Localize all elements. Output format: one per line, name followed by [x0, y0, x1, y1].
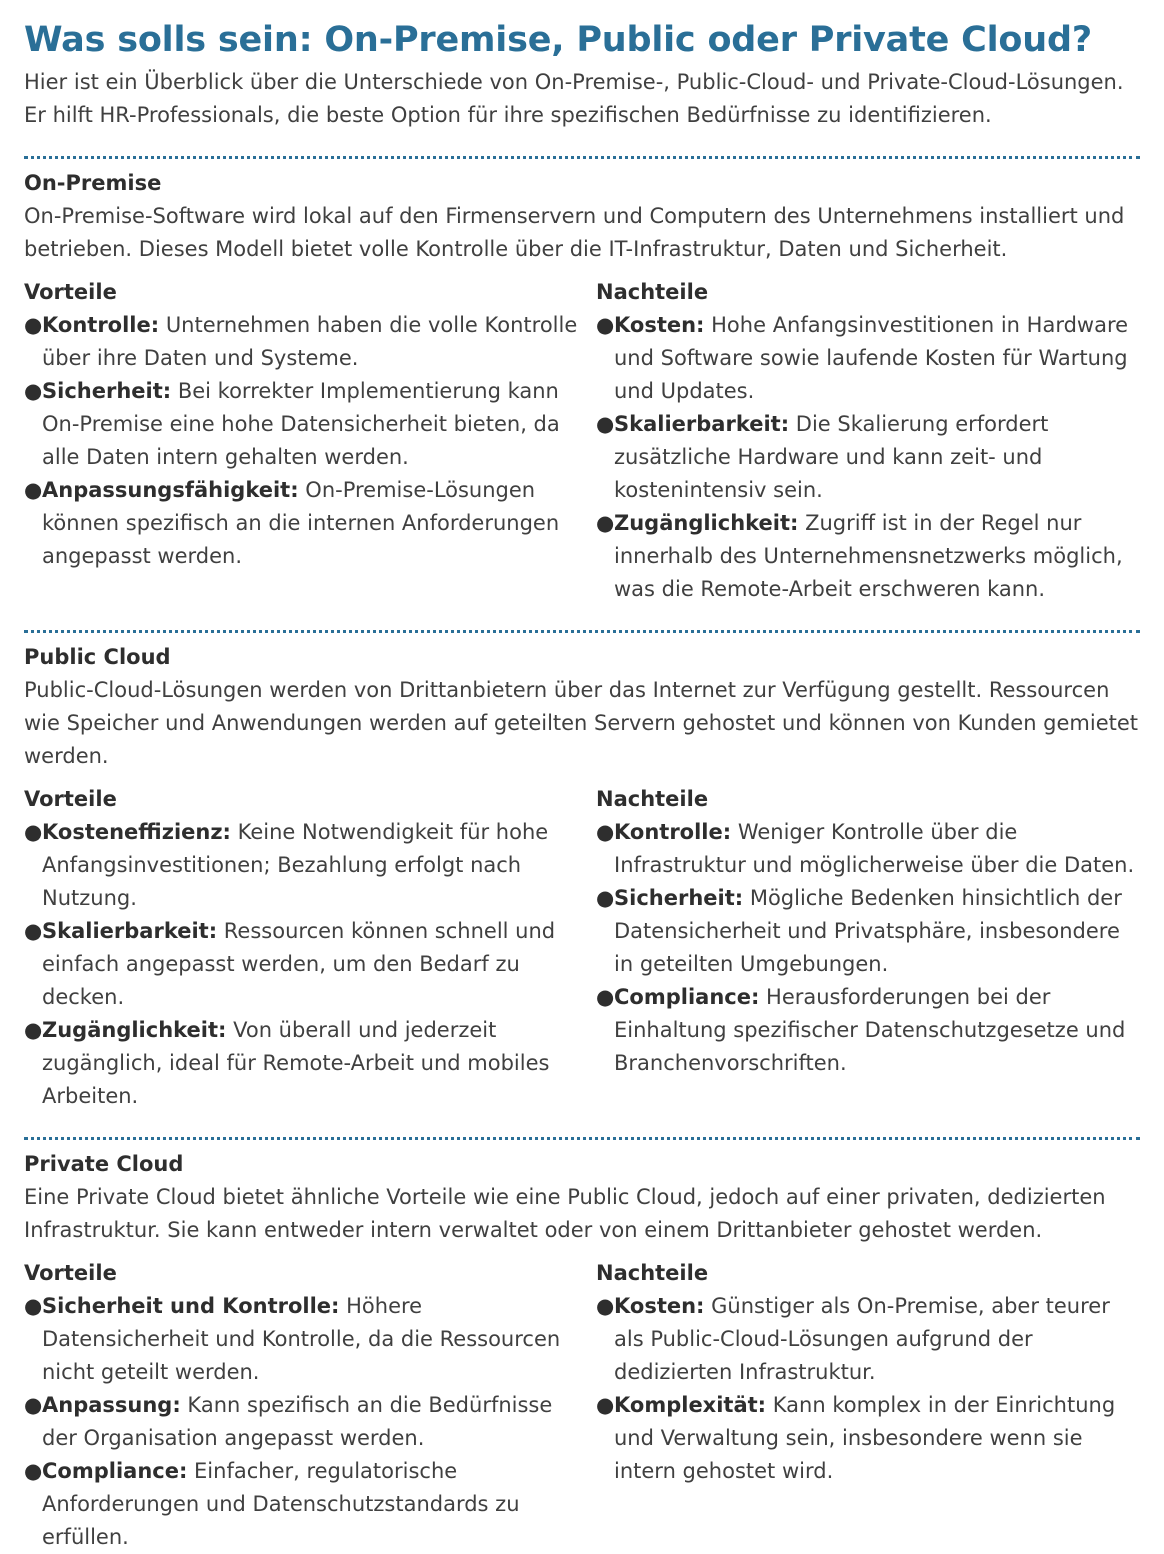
item-term: Kontrolle:	[614, 820, 732, 844]
item-term: Compliance:	[614, 985, 760, 1009]
section-heading: Public Cloud	[24, 645, 171, 669]
pros-list	[24, 816, 596, 1113]
bullet-icon: ●	[24, 313, 43, 337]
list-item	[596, 408, 1140, 507]
item-text: Ressourcen können schnell und einfach angepasst werden, um den Bedarf zu decken.	[42, 919, 556, 1009]
bullet-icon: ●	[596, 886, 615, 910]
list-item	[24, 1014, 596, 1113]
item-text: Die Skalierung erfordert zusätzliche Hardware und kann zeit- und kostenintensiv sein.	[614, 412, 1049, 502]
item-term: Zugänglichkeit:	[42, 1018, 227, 1042]
section-description: Public-Cloud-Lösungen werden von Drittanbietern über das Internet zur Verfügung gestellt. Ressourcen wie Speicher und Anwendungen werden auf geteilten Servern gehostet und können von Kunden gemietet werden.	[24, 678, 1139, 768]
item-term: Kosteneffizienz:	[42, 820, 231, 844]
list-item	[24, 1455, 596, 1554]
cons-list	[596, 1290, 1140, 1488]
item-text: Günstiger als On-Premise, aber teurer als Public-Cloud-Lösungen aufgrund der dedizierten Infrastruktur.	[614, 1294, 1110, 1384]
bullet-icon: ●	[596, 1294, 615, 1318]
item-term: Compliance:	[42, 1459, 188, 1483]
intro-text: Hier ist ein Überblick über die Unterschiede von On-Premise-, Public-Cloud- und Private-Cloud-Lösungen. Er hilft HR-Professionals, die beste Option für ihre spezifischen Bedürfnisse zu identifizieren.	[24, 70, 1124, 127]
list-item	[24, 474, 596, 573]
bullet-icon: ●	[596, 412, 615, 436]
pros-heading: Vorteile	[24, 1261, 117, 1285]
item-text: Herausforderungen bei der Einhaltung spezifischer Datenschutzgesetze und Branchenvorschriften.	[614, 985, 1126, 1075]
pros-column	[24, 783, 596, 1113]
bullet-icon: ●	[24, 1294, 43, 1318]
item-text: Einfacher, regulatorische Anforderungen und Datenschutzstandards zu erfüllen.	[42, 1459, 520, 1549]
section-heading: On-Premise	[24, 171, 162, 195]
cons-heading: Nachteile	[596, 1261, 709, 1285]
bullet-icon: ●	[24, 1393, 43, 1417]
item-term: Kosten:	[614, 313, 705, 337]
bullet-icon: ●	[24, 820, 43, 844]
cons-column	[596, 276, 1140, 606]
list-item	[24, 1290, 596, 1389]
section-heading: Private Cloud	[24, 1152, 184, 1176]
section-on-premise	[24, 167, 1140, 606]
bullet-icon: ●	[596, 313, 615, 337]
item-text: Unternehmen haben die volle Kontrolle über ihre Daten und Systeme.	[42, 313, 578, 370]
item-term: Skalierbarkeit:	[42, 919, 218, 943]
item-text: Kann spezifisch an die Bedürfnisse der Organisation angepasst werden.	[42, 1393, 553, 1450]
item-text: Höhere Datensicherheit und Kontrolle, da die Ressourcen nicht geteilt werden.	[42, 1294, 561, 1384]
cons-column	[596, 783, 1140, 1113]
item-term: Anpassungsfähigkeit:	[42, 478, 299, 502]
list-item	[24, 816, 596, 915]
section-divider	[24, 156, 1140, 159]
pros-cons-columns	[24, 276, 1140, 606]
item-text: Bei korrekter Implementierung kann On-Premise eine hohe Datensicherheit bieten, da alle Daten intern gehalten werden.	[42, 379, 560, 469]
list-item	[596, 1389, 1140, 1488]
item-text: Keine Notwendigkeit für hohe Anfangsinvestitionen; Bezahlung erfolgt nach Nutzung.	[42, 820, 549, 910]
item-text: Weniger Kontrolle über die Infrastruktur und möglicherweise über die Daten.	[614, 820, 1135, 877]
bullet-icon: ●	[24, 919, 43, 943]
cons-heading: Nachteile	[596, 280, 709, 304]
item-text: On-Premise-Lösungen können spezifisch an die internen Anforderungen angepasst werden.	[42, 478, 560, 568]
pros-column	[24, 276, 596, 606]
bullet-icon: ●	[24, 478, 43, 502]
pros-cons-columns	[24, 783, 1140, 1113]
item-term: Anpassung:	[42, 1393, 181, 1417]
item-term: Komplexität:	[614, 1393, 767, 1417]
item-text: Zugriff ist in der Regel nur innerhalb des Unternehmensnetzwerks möglich, was die Remote-Arbeit erschweren kann.	[614, 511, 1123, 601]
cons-heading: Nachteile	[596, 787, 709, 811]
pros-heading: Vorteile	[24, 787, 117, 811]
item-text: Von überall und jederzeit zugänglich, ideal für Remote-Arbeit und mobiles Arbeiten.	[42, 1018, 550, 1108]
bullet-icon: ●	[24, 1459, 43, 1483]
cons-list	[596, 309, 1140, 606]
item-term: Zugänglichkeit:	[614, 511, 799, 535]
list-item	[596, 1290, 1140, 1389]
section-private-cloud	[24, 1148, 1140, 1554]
bullet-icon: ●	[596, 1393, 615, 1417]
list-item	[24, 1389, 596, 1455]
bullet-icon: ●	[24, 379, 43, 403]
bullet-icon: ●	[24, 1018, 43, 1042]
section-description: Eine Private Cloud bietet ähnliche Vorteile wie eine Public Cloud, jedoch auf einer privaten, dedizierten Infrastruktur. Sie kann entweder intern verwaltet oder von einem Drittanbieter gehostet werden.	[24, 1185, 1106, 1242]
bullet-icon: ●	[596, 511, 615, 535]
item-term: Sicherheit:	[614, 886, 744, 910]
bullet-icon: ●	[596, 820, 615, 844]
section-divider	[24, 1137, 1140, 1140]
list-item	[24, 309, 596, 375]
item-term: Kontrolle:	[42, 313, 160, 337]
item-text: Kann komplex in der Einrichtung und Verwaltung sein, insbesondere wenn sie intern gehostet wird.	[614, 1393, 1116, 1483]
bullet-icon: ●	[596, 985, 615, 1009]
pros-column	[24, 1257, 596, 1554]
section-public-cloud	[24, 641, 1140, 1113]
section-description: On-Premise-Software wird lokal auf den Firmenservern und Computern des Unternehmens installiert und betrieben. Dieses Modell bietet volle Kontrolle über die IT-Infrastruktur, Daten und Sicherheit.	[24, 204, 1125, 261]
cons-list	[596, 816, 1140, 1080]
item-term: Kosten:	[614, 1294, 705, 1318]
list-item	[596, 309, 1140, 408]
list-item	[24, 375, 596, 474]
pros-cons-columns	[24, 1257, 1140, 1554]
list-item	[24, 915, 596, 1014]
item-term: Skalierbarkeit:	[614, 412, 790, 436]
cons-column	[596, 1257, 1140, 1554]
section-divider	[24, 630, 1140, 633]
item-term: Sicherheit:	[42, 379, 172, 403]
item-text: Mögliche Bedenken hinsichtlich der Datensicherheit und Privatsphäre, insbesondere in geteilten Umgebungen.	[614, 886, 1122, 976]
item-text: Hohe Anfangsinvestitionen in Hardware und Software sowie laufende Kosten für Wartung und Updates.	[614, 313, 1129, 403]
page-title: Was solls sein: On-Premise, Public oder Private Cloud?	[24, 20, 1092, 60]
pros-list	[24, 1290, 596, 1554]
list-item	[596, 981, 1140, 1080]
list-item	[596, 882, 1140, 981]
pros-heading: Vorteile	[24, 280, 117, 304]
pros-list	[24, 309, 596, 573]
list-item	[596, 816, 1140, 882]
list-item	[596, 507, 1140, 606]
item-term: Sicherheit und Kontrolle:	[42, 1294, 340, 1318]
